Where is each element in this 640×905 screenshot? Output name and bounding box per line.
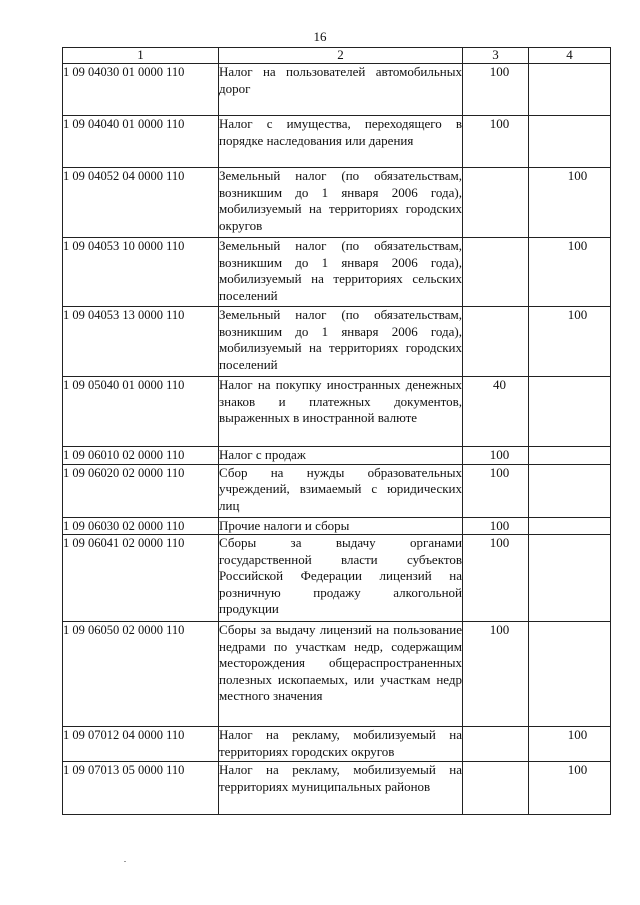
row-col4 — [529, 535, 611, 622]
row-code: 1 09 06020 02 0000 110 — [63, 464, 219, 517]
row-col3 — [463, 307, 529, 377]
row-col4-value: 100 — [567, 762, 588, 777]
table-row — [63, 64, 611, 116]
header-col-4: 4 — [529, 48, 611, 64]
row-col3-value: 100 — [489, 622, 510, 637]
row-col3-value: 100 — [489, 464, 510, 480]
table-row — [63, 168, 611, 238]
row-col4 — [529, 517, 611, 535]
row-col4 — [529, 238, 611, 307]
row-col3 — [463, 622, 529, 727]
row-code: 1 09 05040 01 0000 110 — [63, 377, 219, 447]
row-col3 — [463, 517, 529, 535]
row-col4 — [529, 727, 611, 762]
row-col3-value: 100 — [489, 116, 510, 131]
row-name: Сборы за выдачу лицензий на пользование недрами по участкам недр, содержащим месторождения общераспространенных полезных ископаемых, или участкам недр местного значения — [219, 622, 463, 727]
row-name: Налог на покупку иностранных денежных знаков и платежных документов, выраженных в иностранной валюте — [219, 377, 463, 447]
row-name: Прочие налоги и сборы — [219, 517, 463, 535]
row-name: Налог на рекламу, мобилизуемый на территориях городских округов — [219, 727, 463, 762]
row-col3-value: 40 — [493, 377, 506, 392]
row-name: Налог с имущества, переходящего в порядке наследования или дарения — [219, 116, 463, 168]
table-header-row — [63, 48, 611, 64]
table-row — [63, 377, 611, 447]
row-code: 1 09 04030 01 0000 110 — [63, 64, 219, 116]
row-code: 1 09 06050 02 0000 110 — [63, 622, 219, 727]
row-col4-value: 100 — [567, 727, 588, 742]
page-number: 16 — [313, 29, 327, 44]
row-col3 — [463, 238, 529, 307]
row-code: 1 09 04053 10 0000 110 — [63, 238, 219, 307]
row-col4 — [529, 762, 611, 815]
row-col4 — [529, 307, 611, 377]
row-col4 — [529, 622, 611, 727]
table-row — [63, 517, 611, 535]
row-col4 — [529, 464, 611, 517]
row-col4 — [529, 168, 611, 238]
row-col3-value: 100 — [489, 535, 510, 550]
row-col3-value: 100 — [489, 447, 510, 462]
table-row — [63, 622, 611, 727]
row-col4 — [529, 447, 611, 465]
row-code: 1 09 04040 01 0000 110 — [63, 116, 219, 168]
row-code: 1 09 04052 04 0000 110 — [63, 168, 219, 238]
table-row — [63, 762, 611, 815]
row-name: Земельный налог (по обязательствам, возникшим до 1 января 2006 года), мобилизуемый на территориях городских поселений — [219, 307, 463, 377]
row-col3-value: 100 — [489, 517, 510, 533]
tax-table — [62, 47, 611, 815]
row-col3 — [463, 535, 529, 622]
row-col3 — [463, 377, 529, 447]
row-name: Земельный налог (по обязательствам, возникшим до 1 января 2006 года), мобилизуемый на территориях сельских поселений — [219, 238, 463, 307]
row-col4 — [529, 377, 611, 447]
table-row — [63, 727, 611, 762]
table-row — [63, 447, 611, 465]
row-name: Налог на рекламу, мобилизуемый на территориях муниципальных районов — [219, 762, 463, 815]
row-name: Сборы за выдачу органами государственной власти субъектов Российской Федерации лицензий на розничную продажу алкогольной продукции — [219, 535, 463, 622]
row-col3 — [463, 727, 529, 762]
row-code: 1 09 06030 02 0000 110 — [63, 517, 219, 535]
row-col3 — [463, 762, 529, 815]
row-name: Налог на пользователей автомобильных дорог — [219, 64, 463, 116]
table-row — [63, 238, 611, 307]
scan-speck — [124, 861, 126, 862]
header-col-2: 2 — [219, 48, 463, 64]
row-name: Земельный налог (по обязательствам, возникшим до 1 января 2006 года), мобилизуемый на территориях городских округов — [219, 168, 463, 238]
table-row — [63, 535, 611, 622]
row-code: 1 09 06041 02 0000 110 — [63, 535, 219, 622]
row-col3 — [463, 116, 529, 168]
header-col-3: 3 — [463, 48, 529, 64]
row-col4-value: 100 — [567, 168, 588, 183]
row-col3 — [463, 464, 529, 517]
table-row — [63, 307, 611, 377]
row-col4 — [529, 64, 611, 116]
row-col4 — [529, 116, 611, 168]
header-col-1: 1 — [63, 48, 219, 64]
row-code: 1 09 07012 04 0000 110 — [63, 727, 219, 762]
table-row — [63, 116, 611, 168]
row-name: Сбор на нужды образовательных учреждений, взимаемый с юридических лиц — [219, 464, 463, 517]
row-name: Налог с продаж — [219, 447, 463, 465]
table-row — [63, 464, 611, 517]
row-code: 1 09 06010 02 0000 110 — [63, 447, 219, 465]
row-col3 — [463, 64, 529, 116]
row-col3-value: 100 — [489, 64, 510, 79]
row-code: 1 09 04053 13 0000 110 — [63, 307, 219, 377]
row-col3 — [463, 168, 529, 238]
row-col4-value: 100 — [567, 238, 588, 253]
row-col4-value: 100 — [567, 307, 588, 322]
row-col3 — [463, 447, 529, 465]
row-code: 1 09 07013 05 0000 110 — [63, 762, 219, 815]
